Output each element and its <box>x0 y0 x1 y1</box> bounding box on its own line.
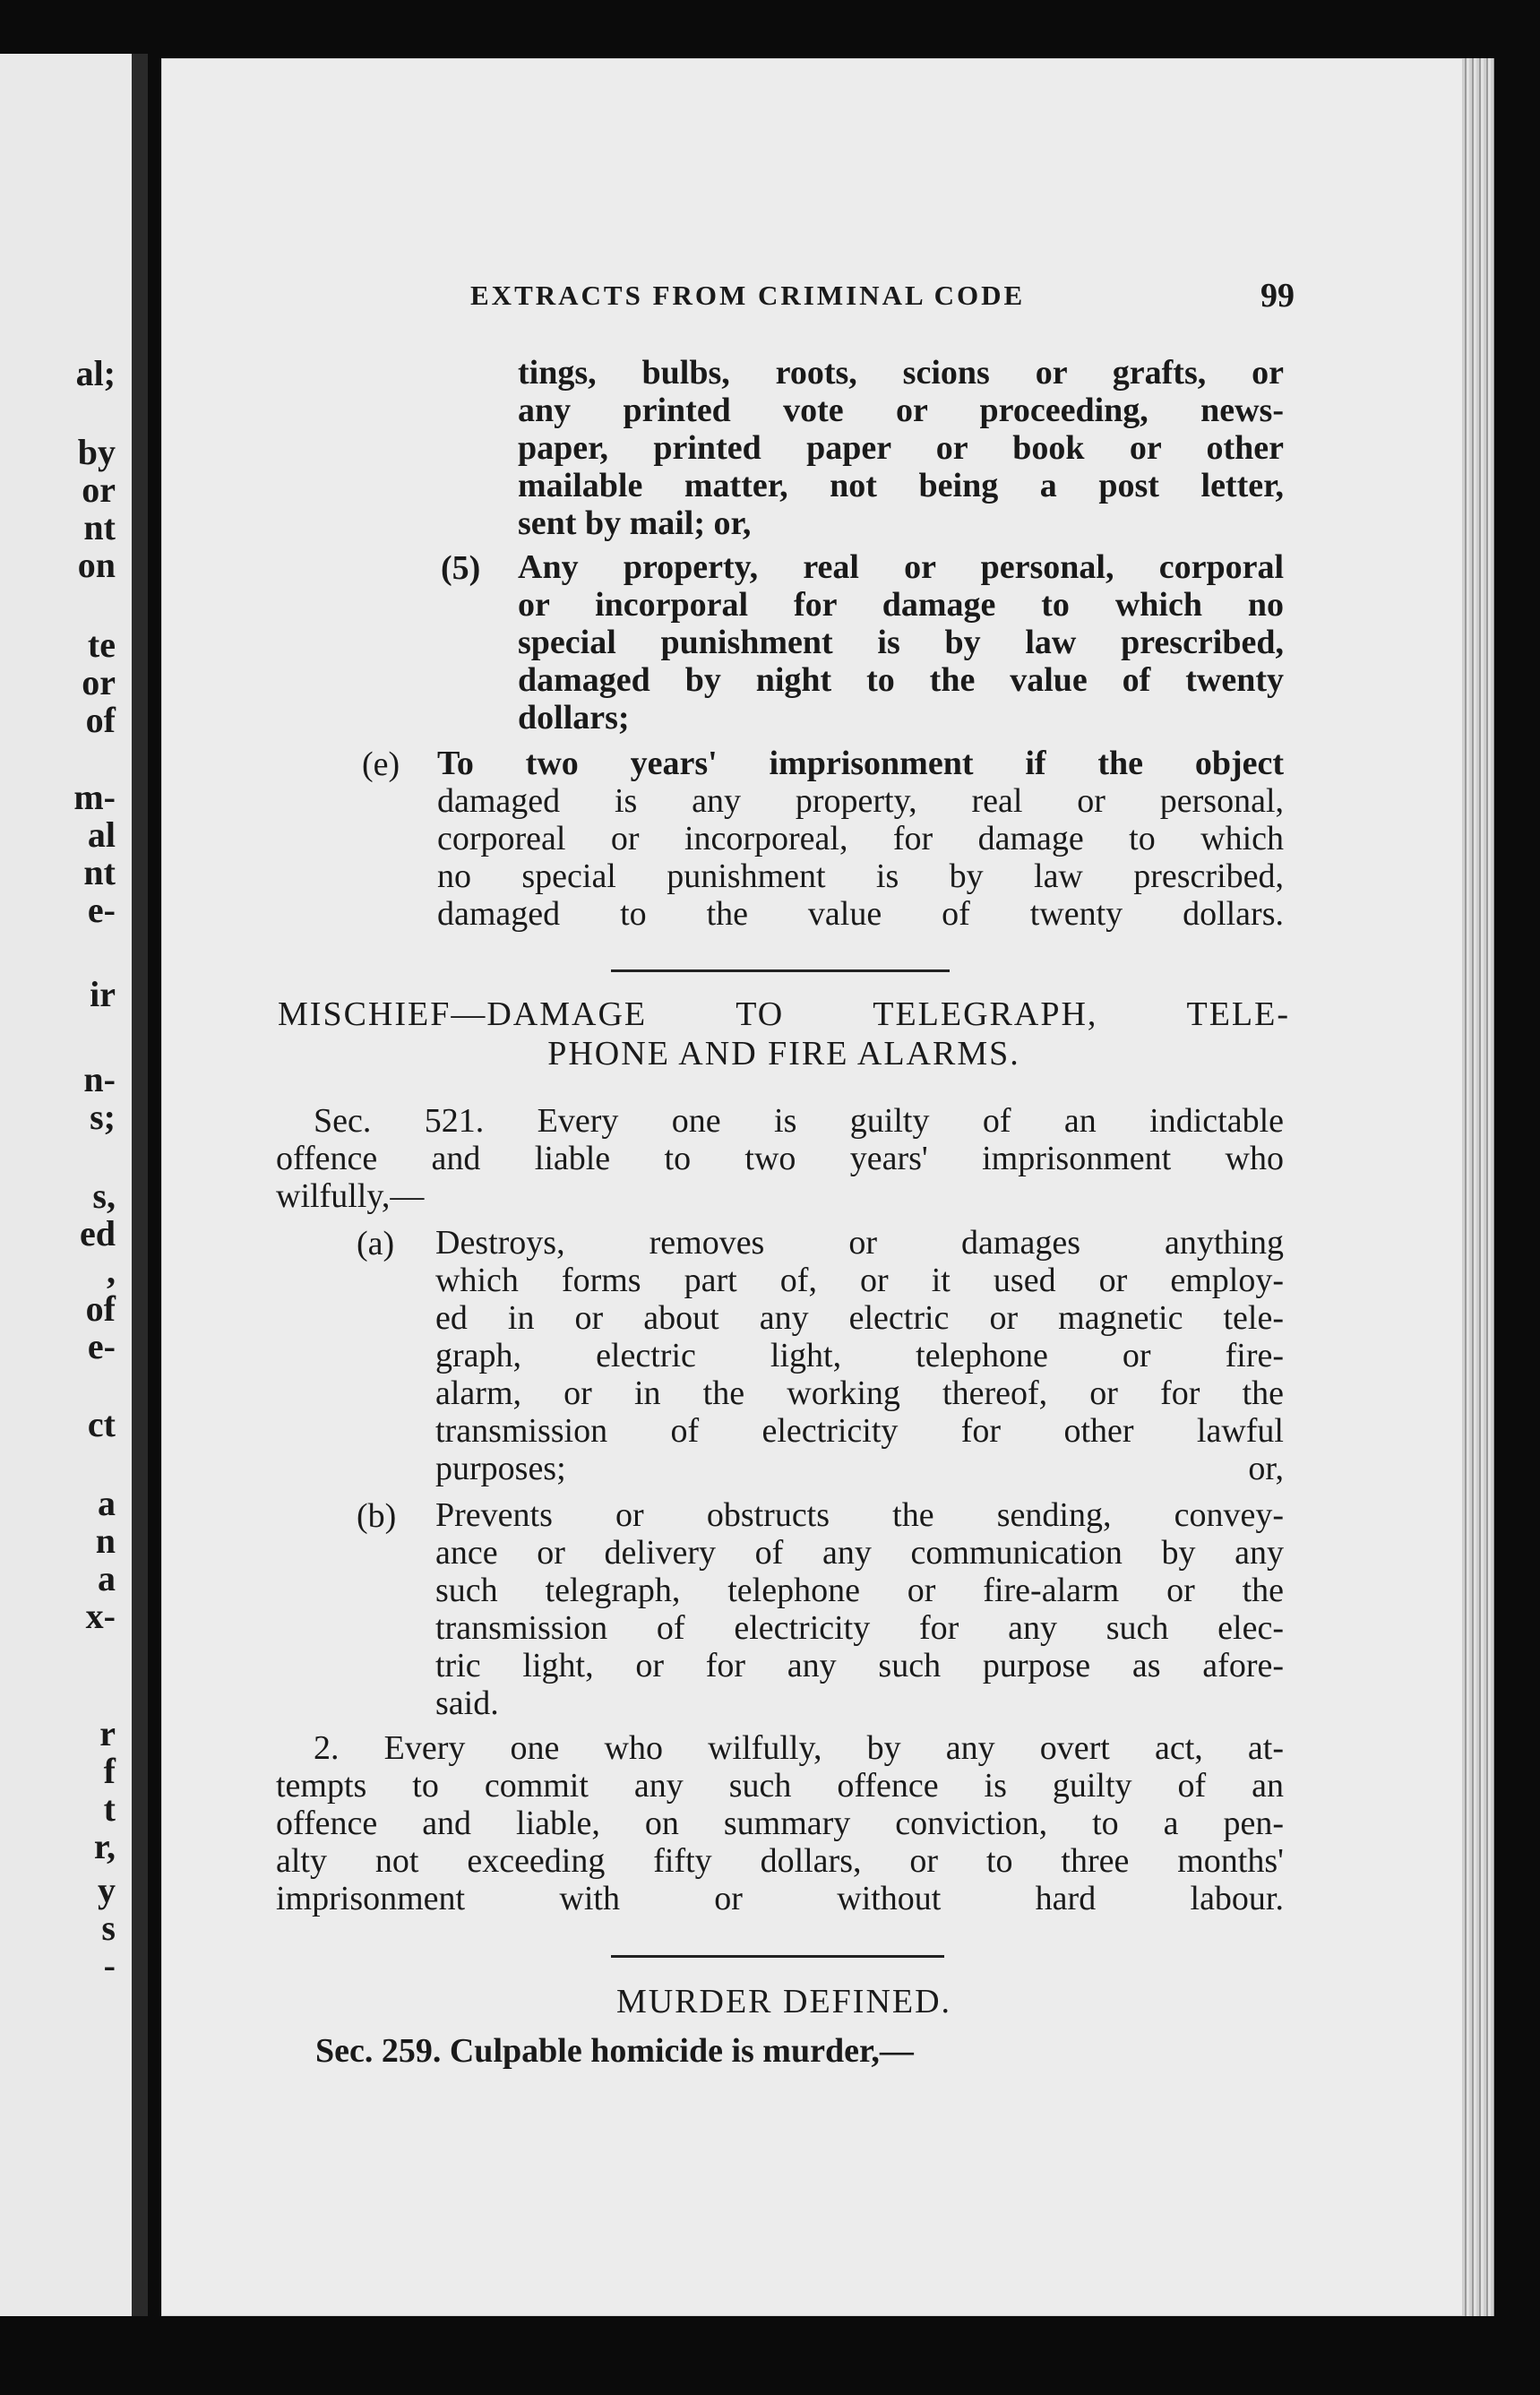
left-text-fragment: n- <box>83 1059 116 1099</box>
item-e-text <box>437 745 1284 933</box>
left-text-fragment: of <box>85 700 116 740</box>
item-5-text <box>518 548 1284 737</box>
murder-heading: MURDER DEFINED. <box>615 1983 952 2020</box>
text-line: tempts to commit any such offence is guilty of an <box>276 1767 1284 1805</box>
text-line: Sec. 521. Every one is guilty of an indictable <box>314 1102 1284 1140</box>
text-line: mailable matter, not being a post letter, <box>518 467 1284 504</box>
left-text-fragment: or <box>82 662 116 702</box>
left-text-fragment: of <box>85 1288 116 1329</box>
continuation-text <box>518 354 1284 542</box>
left-text-fragment: or <box>82 470 116 510</box>
heading-line: PHONE AND FIRE ALARMS. <box>547 1035 1020 1073</box>
page-number: 99 <box>1260 277 1295 314</box>
text-line: alty not exceeding fifty dollars, or to three months' <box>276 1842 1284 1880</box>
left-text-fragment: y <box>98 1870 116 1910</box>
text-line: Destroys, removes or damages anything <box>435 1224 1284 1262</box>
text-line: such telegraph, telephone or fire-alarm or the <box>435 1572 1284 1609</box>
item-marker: (5) <box>441 549 481 587</box>
left-text-fragment: by <box>77 432 116 472</box>
left-text-fragment: r, <box>93 1826 116 1866</box>
left-text-fragment: x- <box>85 1596 116 1636</box>
item-marker: (b) <box>357 1497 397 1535</box>
text-line: damaged to the value of twenty dollars. <box>437 895 1284 933</box>
left-text-fragment: al; <box>75 353 116 393</box>
text-line: damaged by night to the value of twenty <box>518 661 1284 699</box>
text-line: 2. Every one who wilfully, by any overt act, at- <box>314 1729 1284 1767</box>
facing-page <box>0 54 148 2316</box>
text-line: sent by mail; or, <box>518 504 752 542</box>
text-line: ed in or about any electric or magnetic tele- <box>435 1299 1284 1337</box>
left-text-fragment: , <box>107 1251 116 1291</box>
left-text-fragment: al <box>87 814 116 855</box>
text-line: special punishment is by law prescribed, <box>518 624 1284 661</box>
text-line: transmission of electricity for any such elec- <box>435 1609 1284 1647</box>
text-line: tric light, or for any such purpose as afore- <box>435 1647 1284 1684</box>
left-text-fragment: f <box>103 1751 116 1791</box>
text-line: said. <box>435 1684 499 1722</box>
section-divider <box>611 1955 944 1958</box>
left-text-fragment: t <box>103 1788 116 1829</box>
section-521 <box>276 1102 1284 1215</box>
left-text-fragment: n <box>95 1521 116 1561</box>
section-divider <box>611 969 950 972</box>
left-text-fragment: te <box>87 625 116 665</box>
section-259: Sec. 259. Culpable homicide is murder,— <box>315 2032 914 2070</box>
text-line: Prevents or obstructs the sending, convey- <box>435 1496 1284 1534</box>
text-line: alarm, or in the working thereof, or for the <box>435 1374 1284 1412</box>
text-line: corporeal or incorporeal, for damage to which <box>437 820 1284 857</box>
page-edge <box>1462 58 1494 2316</box>
left-text-fragment: a <box>98 1483 116 1523</box>
left-text-fragment: s <box>101 1908 116 1948</box>
left-text-fragment: s; <box>90 1097 116 1137</box>
left-text-fragment: e- <box>87 890 116 930</box>
left-text-fragment: - <box>103 1945 116 1986</box>
text-line: transmission of electricity for other lawful <box>435 1412 1284 1450</box>
text-line: offence and liable to two years' imprisonment who <box>276 1140 1284 1177</box>
text-line: To two years' imprisonment if the object <box>437 745 1284 782</box>
section-heading <box>278 995 1290 1073</box>
running-title: EXTRACTS FROM CRIMINAL CODE <box>470 280 1026 311</box>
text-line: purposes; or, <box>435 1450 1284 1487</box>
left-text-fragment: s, <box>92 1176 116 1216</box>
left-text-fragment: ed <box>80 1213 116 1253</box>
left-text-fragment: ct <box>87 1404 116 1444</box>
left-text-fragment: m- <box>73 777 116 817</box>
left-text-fragment: on <box>77 545 116 585</box>
left-text-fragment: nt <box>83 852 116 892</box>
text-line: which forms part of, or it used or employ- <box>435 1262 1284 1299</box>
left-text-fragment: a <box>98 1558 116 1598</box>
text-line: Any property, real or personal, corporal <box>518 548 1284 586</box>
item-b-text <box>435 1496 1284 1722</box>
text-line: tings, bulbs, roots, scions or grafts, or <box>518 354 1284 392</box>
text-line: graph, electric light, telephone or fire- <box>435 1337 1284 1374</box>
item-marker: (e) <box>362 745 400 783</box>
left-text-fragment: r <box>99 1713 116 1753</box>
text-line: paper, printed paper or book or other <box>518 429 1284 467</box>
heading-line: MISCHIEF—DAMAGE TO TELEGRAPH, TELE- <box>278 995 1290 1033</box>
text-line: dollars; <box>518 699 630 737</box>
left-text-fragment: nt <box>83 507 116 547</box>
text-line: no special punishment is by law prescribed, <box>437 857 1284 895</box>
text-line: any printed vote or proceeding, news- <box>518 392 1284 429</box>
item-marker: (a) <box>357 1225 395 1262</box>
text-line: wilfully,— <box>276 1177 425 1215</box>
item-a-text <box>435 1224 1284 1487</box>
text-line: or incorporal for damage to which no <box>518 586 1284 624</box>
left-text-fragment: ir <box>90 974 116 1014</box>
text-line: offence and liable, on summary conviction, to a pen- <box>276 1805 1284 1842</box>
text-line: damaged is any property, real or personal, <box>437 782 1284 820</box>
text-line: ance or delivery of any communication by any <box>435 1534 1284 1572</box>
left-text-fragment: e- <box>87 1326 116 1366</box>
paragraph-2 <box>276 1729 1284 1917</box>
text-line: imprisonment with or without hard labour. <box>276 1880 1284 1917</box>
